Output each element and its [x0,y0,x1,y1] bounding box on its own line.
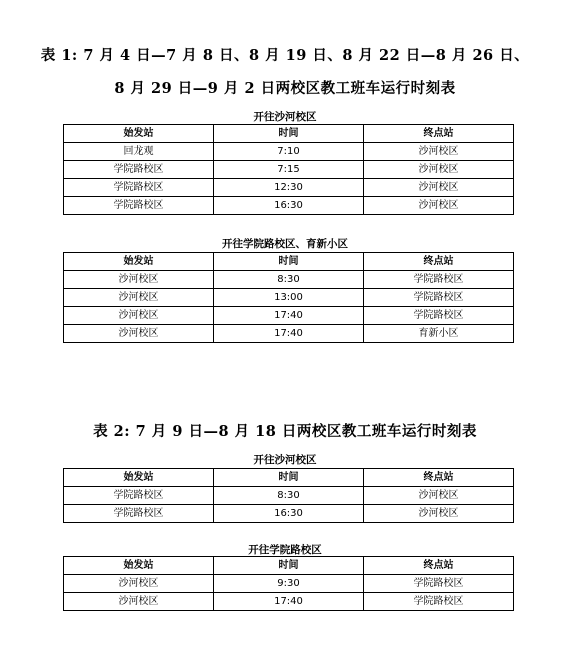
cell-time: 12:30 [214,179,364,197]
header-time: 时间 [214,557,364,575]
header-time: 时间 [214,469,364,487]
cell-origin: 学院路校区 [64,179,214,197]
cell-time: 17:40 [214,307,364,325]
table-row [64,143,514,161]
cell-origin: 回龙观 [64,143,214,161]
cell-time: 17:40 [214,325,364,343]
cell-origin: 沙河校区 [64,271,214,289]
cell-time: 16:30 [214,505,364,523]
table-row [64,179,514,197]
cell-destination: 沙河校区 [364,487,514,505]
header-destination: 终点站 [364,557,514,575]
table-row [64,505,514,523]
table-row [64,307,514,325]
schedule-table-1b [63,252,514,343]
table-row [64,197,514,215]
section-caption-to-xueyuanlu: 开往学院路校区 [248,544,322,556]
cell-origin: 学院路校区 [64,505,214,523]
cell-time: 9:30 [214,575,364,593]
cell-destination: 沙河校区 [364,143,514,161]
header-origin: 始发站 [64,469,214,487]
table-header-row [64,557,514,575]
cell-destination: 学院路校区 [364,593,514,611]
cell-origin: 学院路校区 [64,197,214,215]
table1-title-line2: 8 月 29 日—9 月 2 日两校区教工班车运行时刻表 [114,80,456,97]
cell-origin: 沙河校区 [64,289,214,307]
cell-time: 17:40 [214,593,364,611]
cell-destination: 学院路校区 [364,575,514,593]
cell-destination: 育新小区 [364,325,514,343]
cell-destination: 沙河校区 [364,161,514,179]
cell-destination: 沙河校区 [364,197,514,215]
table-row [64,325,514,343]
header-origin: 始发站 [64,557,214,575]
table-row [64,487,514,505]
cell-origin: 沙河校区 [64,593,214,611]
header-destination: 终点站 [364,253,514,271]
header-time: 时间 [214,253,364,271]
header-destination: 终点站 [364,125,514,143]
table2-title: 表 2: 7 月 9 日—8 月 18 日两校区教工班车运行时刻表 [93,423,477,440]
cell-time: 8:30 [214,271,364,289]
section-caption-to-shahe-2: 开往沙河校区 [253,454,317,466]
cell-origin: 沙河校区 [64,575,214,593]
header-destination: 终点站 [364,469,514,487]
cell-time: 16:30 [214,197,364,215]
schedule-table-2b [63,556,514,611]
cell-time: 13:00 [214,289,364,307]
table-header-row [64,469,514,487]
header-origin: 始发站 [64,125,214,143]
schedule-table-2a [63,468,514,523]
table-row [64,289,514,307]
header-time: 时间 [214,125,364,143]
cell-destination: 沙河校区 [364,179,514,197]
cell-destination: 学院路校区 [364,289,514,307]
table-row [64,161,514,179]
table-header-row [64,253,514,271]
schedule-table-1a [63,124,514,215]
header-origin: 始发站 [64,253,214,271]
section-caption-to-shahe: 开往沙河校区 [253,111,317,123]
cell-origin: 沙河校区 [64,307,214,325]
cell-time: 7:10 [214,143,364,161]
cell-destination: 学院路校区 [364,271,514,289]
table-header-row [64,125,514,143]
cell-origin: 沙河校区 [64,325,214,343]
cell-time: 8:30 [214,487,364,505]
table-row [64,271,514,289]
table1-title-line1: 表 1: 7 月 4 日—7 月 8 日、8 月 19 日、8 月 22 日—8 月 26 日、 [40,47,530,64]
table-row [64,575,514,593]
cell-time: 7:15 [214,161,364,179]
section-caption-to-xueyuanlu-yuxin: 开往学院路校区、育新小区 [222,238,348,250]
cell-origin: 学院路校区 [64,487,214,505]
cell-destination: 学院路校区 [364,307,514,325]
cell-destination: 沙河校区 [364,505,514,523]
cell-origin: 学院路校区 [64,161,214,179]
table-row [64,593,514,611]
